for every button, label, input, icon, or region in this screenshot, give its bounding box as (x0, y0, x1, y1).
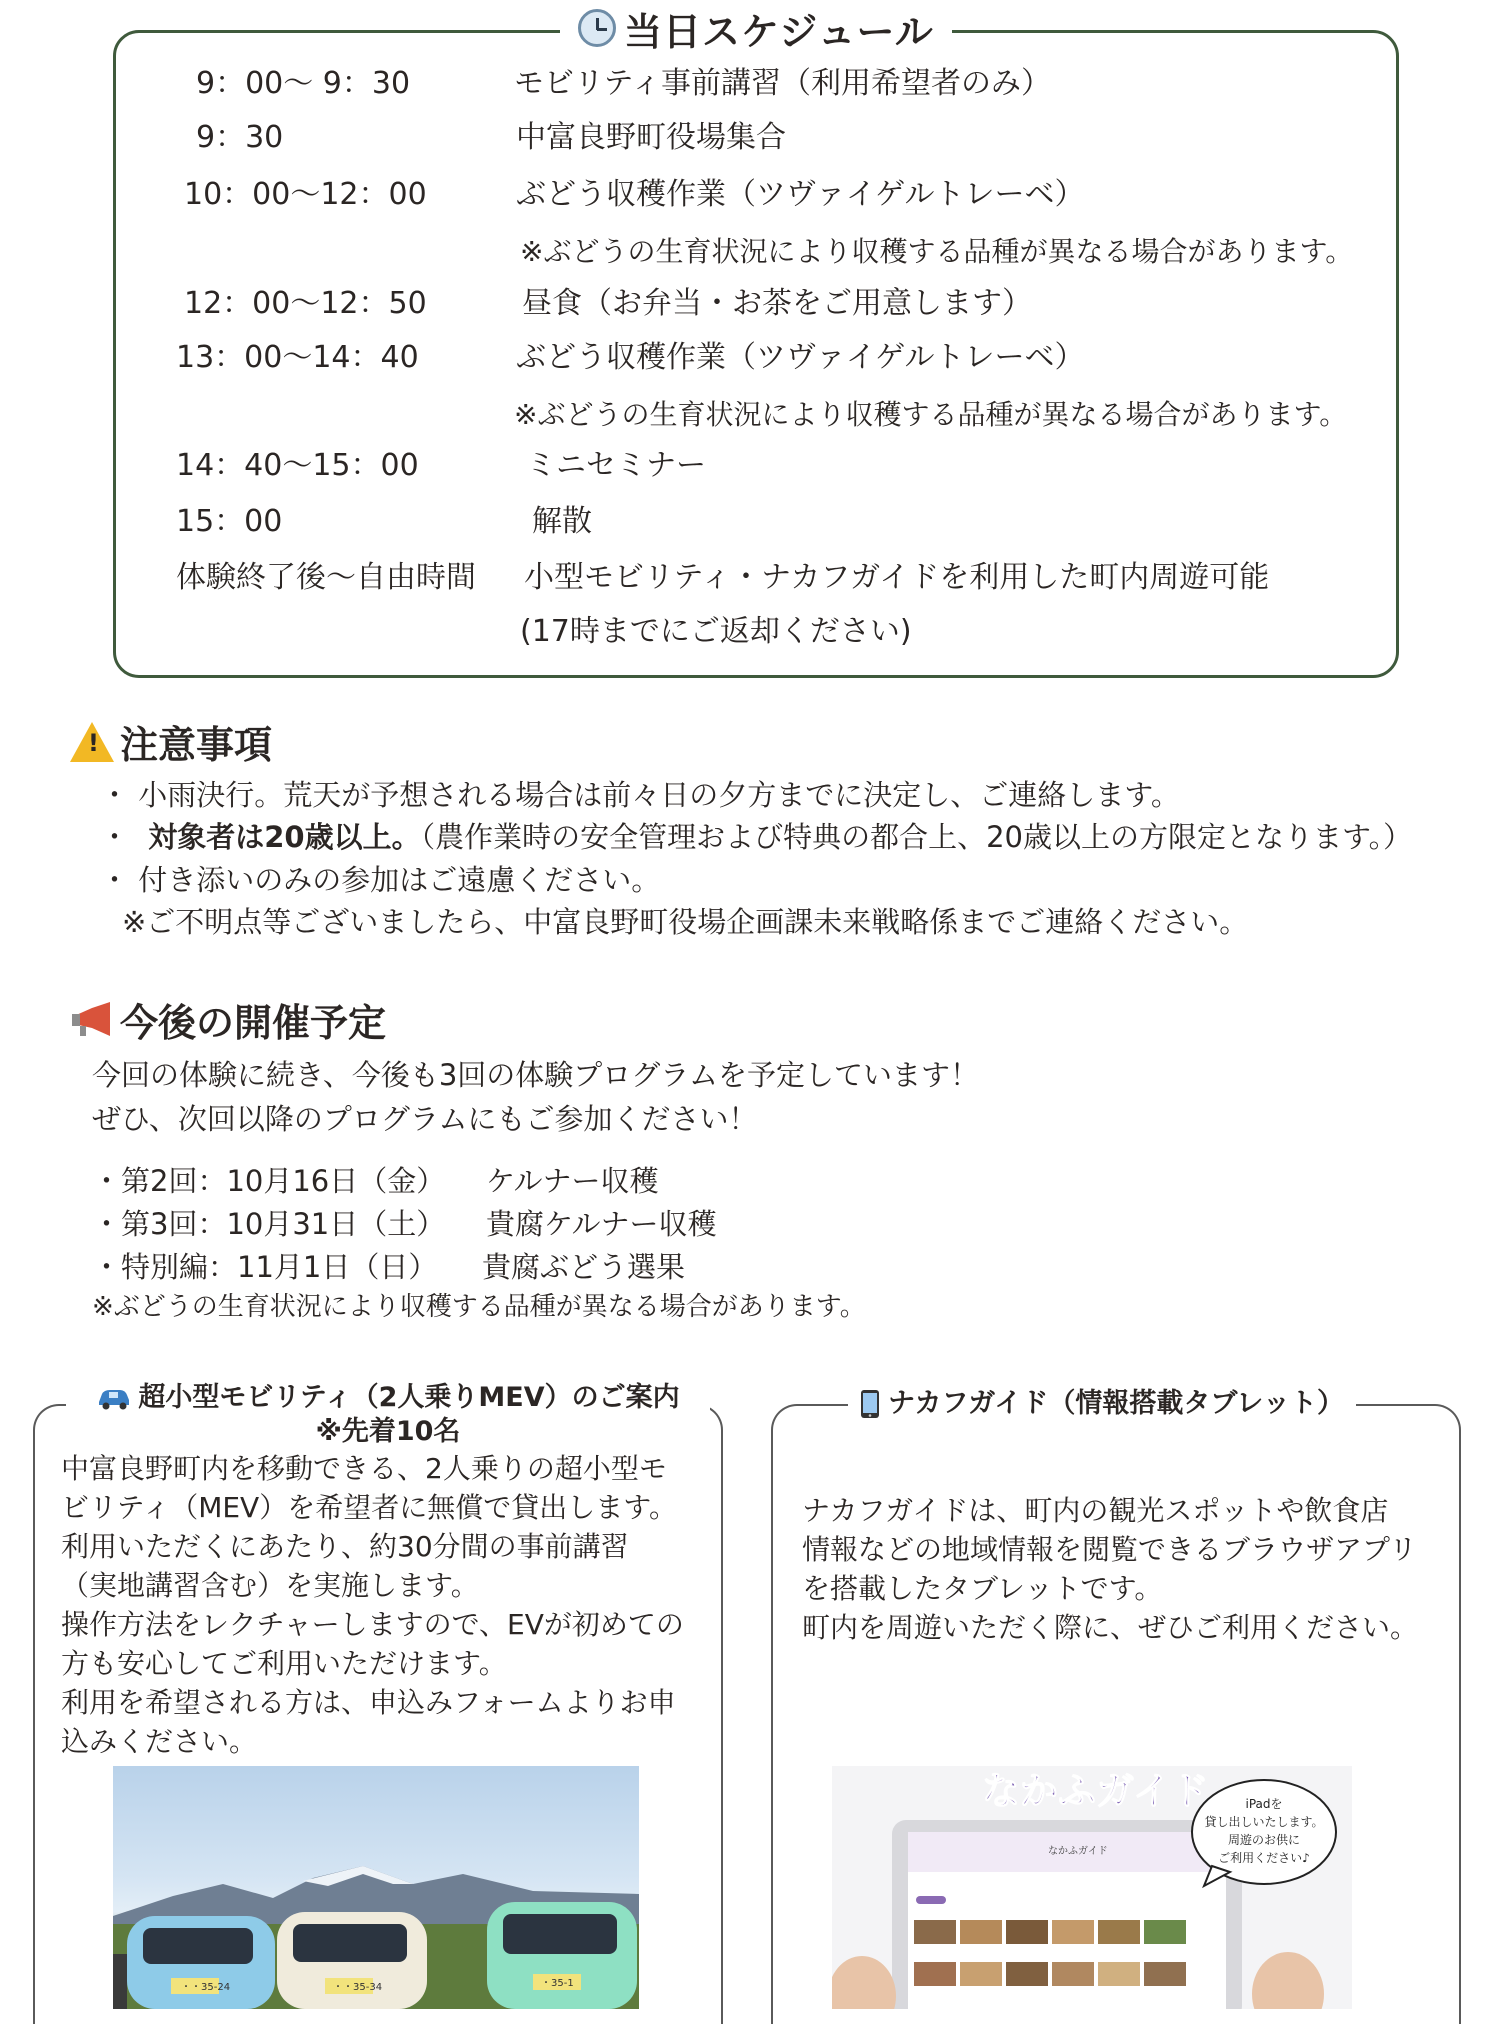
schedule-desc: 中富良野町役場集合 (516, 120, 786, 155)
mobility-line: ビリティ（MEV）を希望者に無償で貸出します。 (61, 1491, 677, 1524)
event-name: 貴腐ケルナー収穫 (486, 1207, 717, 1241)
schedule-time: 10：00〜12：00 (184, 177, 427, 212)
schedule-desc: 小型モビリティ・ナカフガイドを利用した町内周遊可能 (524, 560, 1270, 595)
upcoming-note: ※ぶどうの生育状況により収穫する品種が異なる場合があります。 (92, 1292, 866, 1322)
schedule-title: 当日スケジュール (624, 9, 934, 54)
event-label: ・特別編：11月1日（日） (92, 1250, 438, 1284)
event-label: ・第3回：10月31日（土） (92, 1207, 446, 1241)
guide-line: 町内を周遊いただく際に、ぜひご利用ください。 (802, 1611, 1419, 1644)
megaphone-icon (70, 1000, 114, 1040)
mobility-subtitle: ※先着10名 (315, 1416, 461, 1447)
guide-description (802, 1491, 1418, 1647)
mobility-photo (113, 1766, 639, 2009)
schedule-time: 14：40〜15：00 (176, 448, 419, 483)
schedule-desc: ミニセミナー (526, 448, 706, 483)
schedule-desc: モビリティ事前講習（利用希望者のみ） (514, 66, 1051, 101)
upcoming-title: 今後の開催予定 (120, 1001, 387, 1045)
guide-line: を搭載したタブレットです。 (802, 1572, 1163, 1605)
mobility-line: 利用を希望される方は、申込みフォームよりお申 (61, 1686, 676, 1719)
schedule-time: 12：00〜12：50 (184, 286, 427, 321)
notes-item: ・ 小雨決行。荒天が予想される場合は前々日の夕方までに決定し、ご連絡します。 (100, 778, 1180, 812)
schedule-time: 9：00〜 9：30 (196, 66, 411, 101)
phone-icon (860, 1389, 880, 1419)
car-icon (96, 1386, 132, 1410)
schedule-note: ※ぶどうの生育状況により収穫する品種が異なる場合があります。 (520, 235, 1354, 268)
bubble-line: 貸し出しいたします。 (1204, 1815, 1324, 1829)
target-age-reason: （農作業時の安全管理および特典の都合上、20歳以上の方限定となります。） (420, 820, 1413, 854)
schedule-desc: 昼食（お弁当・お茶をご用意します） (522, 286, 1032, 321)
schedule-note: ※ぶどうの生育状況により収穫する品種が異なる場合があります。 (514, 398, 1348, 431)
guide-title: ナカフガイド（情報搭載タブレット） (888, 1388, 1345, 1419)
schedule-time: 体験終了後〜自由時間 (176, 560, 476, 595)
plate-text: ・・35-34 (333, 1982, 383, 1993)
bullet: ・ (100, 820, 130, 854)
guide-logo: なかふガイド (982, 1769, 1209, 1813)
plate-text: ・35-1 (541, 1978, 574, 1989)
mobility-line: 方も安心してご利用いただけます。 (61, 1647, 507, 1680)
clock-icon (578, 9, 616, 47)
mobility-heading (66, 1381, 710, 1449)
bubble-line: ご利用ください♪ (1218, 1851, 1310, 1865)
schedule-desc: ぶどう収穫作業（ツヴァイゲルトレーベ） (516, 340, 1085, 375)
target-age-note: 対象者は20歳以上。 (148, 820, 421, 854)
mobility-line: 込みください。 (61, 1725, 258, 1758)
mobility-line: 中富良野町内を移動できる、2人乗りの超小型モ (61, 1452, 667, 1485)
mobility-line: 操作方法をレクチャーしますので、EVが初めての (61, 1608, 684, 1641)
upcoming-heading (70, 992, 386, 1047)
event-name: ケルナー収穫 (486, 1164, 659, 1198)
upcoming-intro: ぜひ、次回以降のプログラムにもご参加ください！ (92, 1102, 758, 1136)
schedule-time: 13：00〜14：40 (176, 340, 419, 375)
event-name: 貴腐ぶどう選果 (482, 1250, 686, 1284)
warning-icon: ! (70, 722, 114, 762)
bubble-line: iPadを (1245, 1797, 1283, 1811)
mobility-title: 超小型モビリティ（2人乗りMEV）のご案内 (138, 1382, 680, 1413)
schedule-desc: (17時までにご返却ください) (520, 614, 912, 649)
schedule-heading (560, 0, 952, 56)
notes-heading (70, 714, 272, 769)
schedule-desc: 解散 (532, 504, 592, 539)
notes-contact: ※ご不明点等ございましたら、中富良野町役場企画課未来戦略係までご連絡ください。 (122, 905, 1249, 939)
event-label: ・第2回：10月16日（金） (92, 1164, 446, 1198)
mobility-line: 利用いただくにあたり、約30分間の事前講習 (61, 1530, 629, 1563)
plate-text: ・・35-24 (181, 1982, 231, 1993)
screen-header: なかふガイド (1048, 1846, 1108, 1857)
notes-title: 注意事項 (120, 723, 273, 767)
guide-line: ナカフガイドは、町内の観光スポットや飲食店 (802, 1494, 1389, 1527)
upcoming-intro: 今回の体験に続き、今後も3回の体験プログラムを予定しています！ (92, 1058, 980, 1092)
guide-heading (848, 1387, 1356, 1421)
mobility-line: （実地講習含む）を実施します。 (61, 1569, 479, 1602)
guide-line: 情報などの地域情報を閲覧できるブラウザアプリ (802, 1533, 1417, 1566)
notes-item: ・ 付き添いのみの参加はご遠慮ください。 (100, 863, 661, 897)
schedule-desc: ぶどう収穫作業（ツヴァイゲルトレーベ） (516, 177, 1085, 212)
tablet-photo (832, 1766, 1352, 2009)
schedule-time: 9：30 (196, 120, 284, 155)
notes-item-bold-row (100, 815, 1412, 859)
bubble-line: 周遊のお供に (1227, 1833, 1301, 1847)
schedule-time: 15：00 (176, 504, 283, 539)
mobility-description (61, 1449, 684, 1761)
